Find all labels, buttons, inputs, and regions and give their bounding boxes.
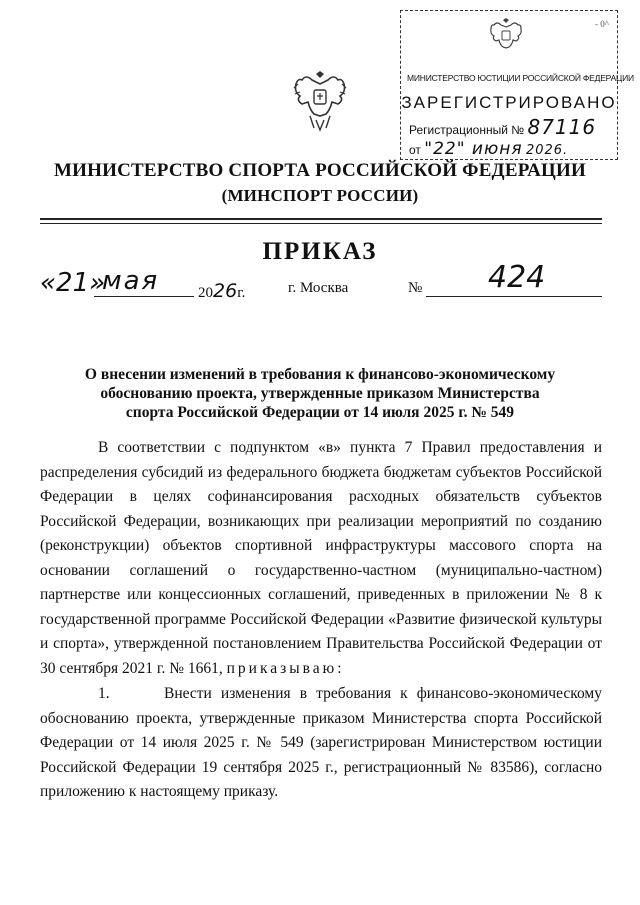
header-divider	[40, 218, 602, 220]
ministry-name: МИНИСТЕРСТВО СПОРТА РОССИЙСКОЙ ФЕДЕРАЦИИ	[54, 160, 586, 181]
order-subject: О внесении изменений в требования к финансово-экономическому обоснованию проекта, утвержденные приказом Министерства спорта Российской Федерации от 14 июля 2025 г. № 549	[84, 366, 556, 421]
stamp-reg-number: 87116	[527, 115, 597, 139]
order-year-hand: 26	[213, 280, 238, 302]
stamp-date-prefix: от	[409, 143, 421, 157]
order-number-label: №	[408, 280, 423, 296]
stamp-date: "22" июня	[424, 139, 523, 159]
stamp-registered: ЗАРЕГИСТРИРОВАНО	[401, 93, 617, 112]
month-underline	[94, 296, 194, 297]
order-year-suffix: г.	[237, 285, 246, 301]
ministry-short-name: (МИНСПОРТ РОССИИ)	[221, 186, 419, 205]
coat-of-arms-icon	[292, 70, 348, 134]
paragraph-item-1: 1. Внести изменения в требования к финансово-экономическому обоснованию проекта, утвержденные приказом Министерства спорта Российской Федерации от 14 июля 2025 г. № 549 (зарегистрирован Министерством юстиции Российской Федерации 19 сентября 2025 г., регистрационный № 83586), согласно приложению к настоящему приказу.	[40, 685, 602, 800]
order-month: мая	[102, 266, 160, 296]
preamble-text: В соответствии с подпунктом «в» пункта 7 Правил предоставления и распределения субсидий из федерального бюджета бюджетам субъектов Российской Федерации в целях софинансирования расходных обязательств субъектов Российской Федерации, возникающих при реализации мероприятий по созданию (реконструкции) объектов спортивной инфраструктуры массового спорта на основании соглашений о государственно-частном (муниципально-частном) партнерстве или концессионных соглашений, приведенных в приложении № 8 к государственной программе Российской Федерации «Развитие физической культуры и спорта», утвержденной постановлением Правительства Российской Федерации от 30 сентября 2021 г. № 1661,	[40, 439, 602, 677]
order-dateline	[38, 260, 608, 302]
stamp-corner-mark: - 0^	[595, 19, 609, 29]
order-year-prefix: 20	[198, 285, 213, 301]
stamp-reg-number-row	[409, 115, 611, 139]
paragraph-preamble	[40, 436, 602, 681]
stamp-emblem-icon	[489, 17, 523, 55]
order-day: «21»	[40, 268, 106, 298]
preamble-order-word: приказываю:	[226, 659, 345, 677]
order-city: г. Москва	[288, 280, 349, 296]
order-year	[198, 280, 245, 302]
order-body	[40, 436, 602, 805]
order-number: 424	[488, 260, 546, 295]
order-title: ПРИКАЗ	[262, 238, 378, 265]
stamp-year: 2026.	[525, 143, 569, 158]
stamp-reg-label: Регистрационный №	[409, 123, 525, 137]
registration-stamp	[400, 10, 634, 160]
stamp-date-row	[409, 139, 611, 159]
stamp-ministry: МИНИСТЕРСТВО ЮСТИЦИИ РОССИЙСКОЙ ФЕДЕРАЦИИ	[407, 73, 634, 83]
header-divider-thin	[40, 223, 602, 224]
number-underline	[426, 296, 602, 297]
